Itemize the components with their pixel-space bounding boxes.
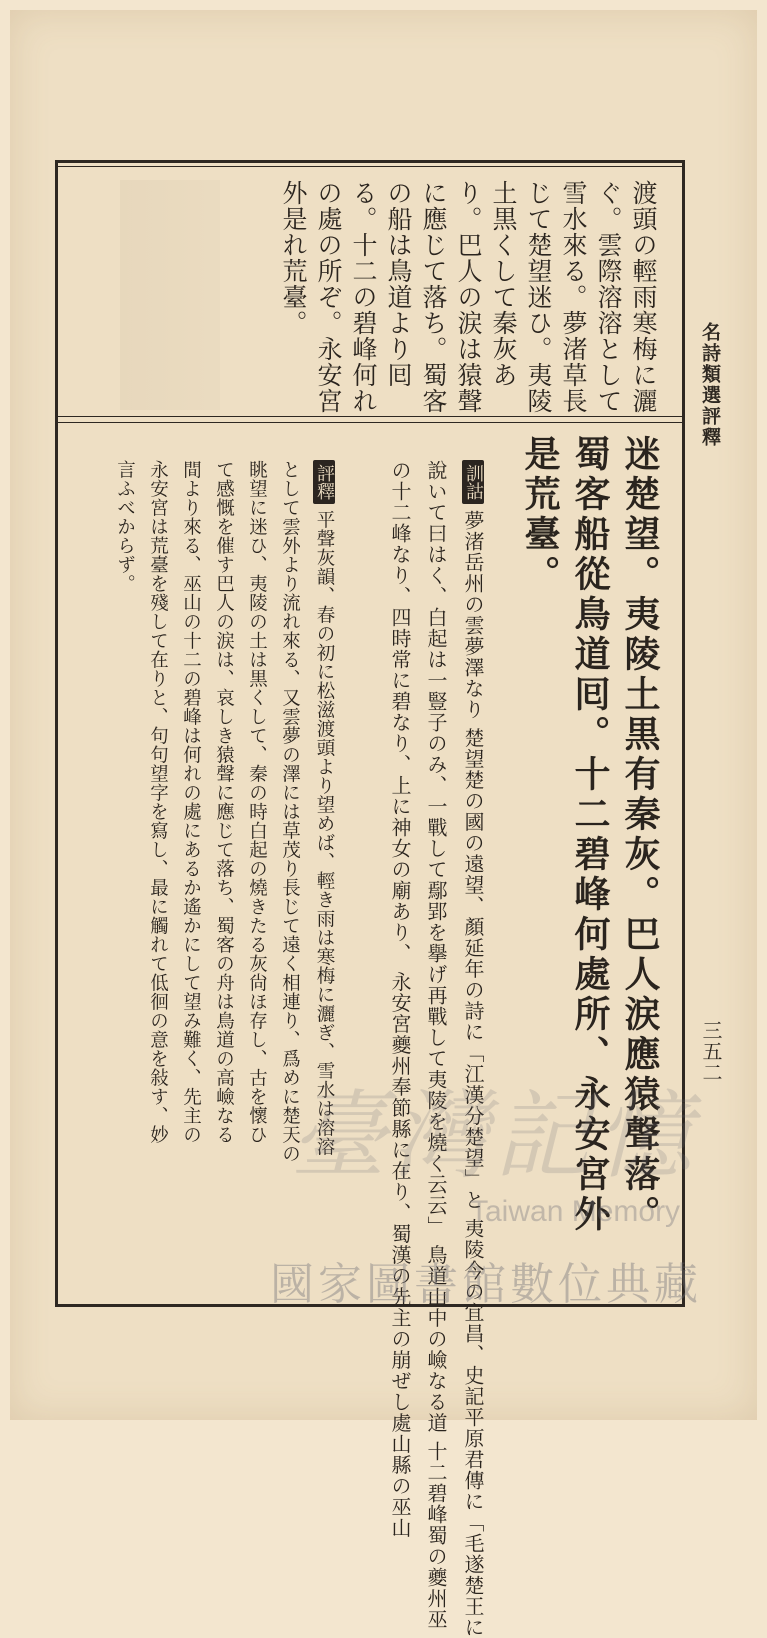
top-verse-line: 渡頭の輕雨寒梅に灑 xyxy=(629,180,658,414)
top-verse-line: 雪水來る。夢渚草長 xyxy=(559,180,588,414)
comment-line: 言ふべからず。 xyxy=(114,460,136,593)
running-title: 名詩類選評釋 xyxy=(699,322,721,448)
top-verse-line: の處の所ぞ。永安宮 xyxy=(314,180,343,414)
comment-line: て感慨を催す巴人の涙は、哀しき猿聲に應じて落ち、蜀客の舟は鳥道の高嶮なる xyxy=(213,460,235,1144)
bleed-through-shadow xyxy=(120,180,220,410)
watermark-seal-icon: 臺灣記憶 xyxy=(290,1080,698,1192)
comment-text: 平聲灰韻、春の初に松滋渡頭より望めば、輕き雨は寒梅に灑ぎ、雪水は溶溶 xyxy=(314,510,335,1156)
top-verse-line: 土黒くして秦灰あ xyxy=(489,180,518,388)
comment-line xyxy=(313,460,335,1156)
verse-line: 迷楚望。夷陵土黒有秦灰。巴人涙應猿聲落。 xyxy=(619,435,661,1235)
comment-line: 眺望に迷ひ、夷陵の土は黒くして、秦の時白起の燒きたる灰尙ほ存し、古を懷ひ xyxy=(246,460,268,1144)
top-verse-line: に應じて落ち。蜀客 xyxy=(419,180,448,414)
notes-text: 夢渚岳州の雲夢澤なり 楚望楚の國の遠望、顏延年の詩に「江漢分楚望」と 夷陵今の宜昌、史記平原君傳に「毛遂楚王に xyxy=(461,510,485,1638)
top-verse-line: る。十二の碧峰何れ xyxy=(349,180,378,414)
comment-line: 永安宮は荒臺を殘して在りと、句句望字を寫し、最に觸れて低徊の意を敍す、妙 xyxy=(147,460,169,1144)
top-verse-line: じて楚望迷ひ。夷陵 xyxy=(524,180,553,414)
comment-line: 間より來る、巫山の十二の碧峰は何れの處にあるか遙かにして望み難く、先主の xyxy=(180,460,202,1144)
comment-line: として雲外より流れ來る、又雲夢の澤には草茂り長じて遠く相連り、爲めに楚天の xyxy=(279,460,301,1163)
top-verse-line: ぐ。雲際溶溶として xyxy=(594,180,623,414)
notes-line: 說いて曰はく、白起は一豎子のみ、一戰して鄢郢を擧げ再戰して夷陵を燒く云云」 鳥道山中の嶮なる道 十二碧峰蜀の夔州巫 xyxy=(424,460,448,1630)
notes-label: 訓詁 xyxy=(462,460,484,504)
frame-inner-rule-top xyxy=(55,166,685,167)
notes-line: の十二峰なり、四時常に碧なり、上に神女の廟あり、 永安宮夔州奉節縣に在り、蜀漢の先主の崩ぜし處山縣の巫山 xyxy=(388,460,412,1539)
watermark-chinese: 國家圖書館數位典藏 xyxy=(270,1259,702,1310)
verse-line: 是荒臺。 xyxy=(519,435,561,595)
notes-line xyxy=(462,460,484,1638)
top-verse-line: 外是れ荒臺。 xyxy=(279,180,308,336)
watermark-english: Taiwan Memory xyxy=(470,1195,681,1228)
page-number: 三五二 xyxy=(699,1020,723,1083)
comment-label: 評釋 xyxy=(313,460,335,504)
verse-line: 蜀客船從鳥道囘。十二碧峰何處所、永安宮外 xyxy=(569,435,611,1235)
section-divider-double xyxy=(55,422,685,423)
top-verse-line: の船は鳥道より囘 xyxy=(384,180,413,388)
section-divider xyxy=(55,416,685,417)
top-verse-line: り。巴人の涙は猿聲 xyxy=(454,180,483,414)
